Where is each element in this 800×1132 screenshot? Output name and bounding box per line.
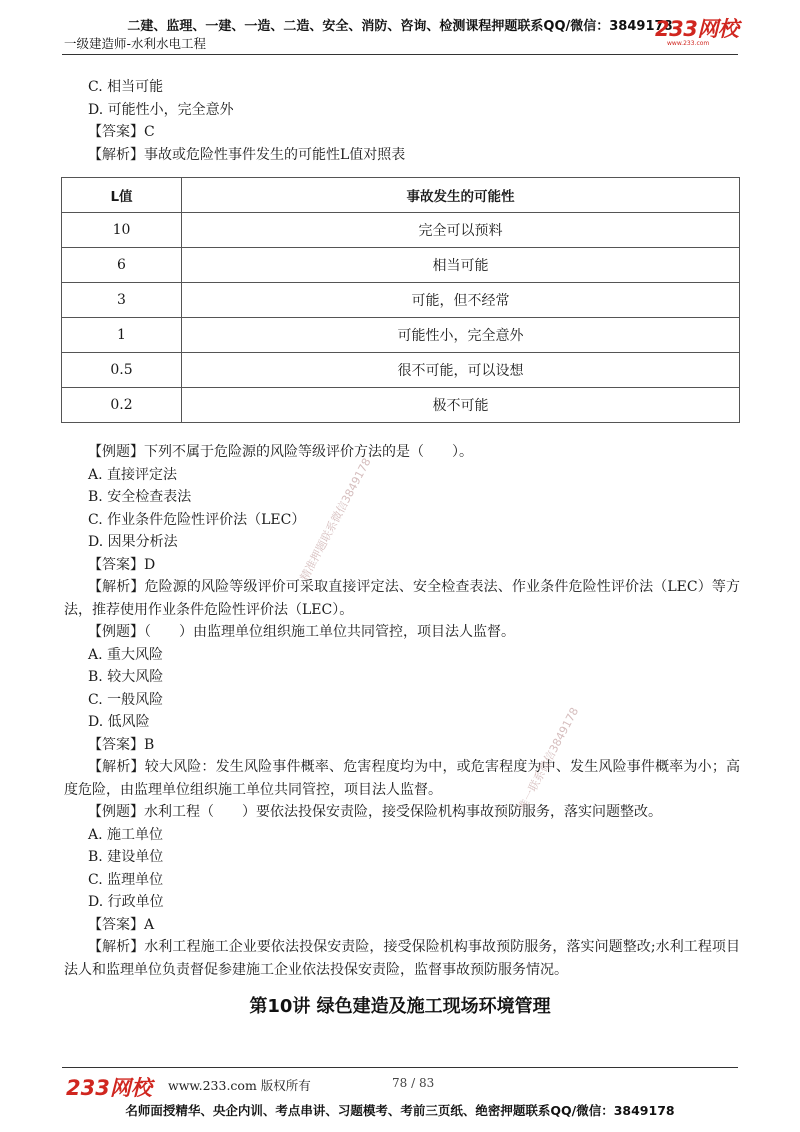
table-cell: 完全可以预料 <box>182 213 740 248</box>
q1-option: B. 安全检查表法 <box>88 489 192 505</box>
watermark: 唯一联系微信3849178 <box>515 705 582 814</box>
page-number: 78 / 83 <box>392 1076 435 1090</box>
table-cell: 10 <box>62 213 182 248</box>
footer-site: www.233.com 版权所有 <box>168 1078 311 1093</box>
table-row <box>62 318 740 353</box>
option-d: D. 可能性小，完全意外 <box>88 101 234 118</box>
table-cell: 3 <box>62 283 182 318</box>
table-cell: 6 <box>62 248 182 283</box>
header-logo <box>655 18 755 48</box>
q2-option: A. 重大风险 <box>88 646 164 663</box>
q1-stem: 【例题】下列不属于危险源的风险等级评价方法的是（ ）。 <box>88 444 473 460</box>
top-block <box>64 76 740 166</box>
q3-stem: 【例题】水利工程（ ）要依法投保安责险，接受保险机构事故预防服务，落实问题整改。 <box>88 804 662 820</box>
table-cell: 可能，但不经常 <box>182 283 740 318</box>
table-row <box>62 213 740 248</box>
q1-option: D. 因果分析法 <box>88 534 178 550</box>
footer-contact-line: 名师面授精华、央企内训、考点串讲、习题模考、考前三页纸、绝密押题联系QQ/微信：3849178 <box>125 1103 675 1118</box>
option-c: C. 相当可能 <box>88 79 164 95</box>
q1-answer: 【答案】D <box>88 556 156 573</box>
q3-option: B. 建设单位 <box>88 849 164 865</box>
table-cell: 可能性小，完全意外 <box>182 318 740 353</box>
q1-option: A. 直接评定法 <box>88 466 178 483</box>
table-cell: 0.2 <box>62 388 182 423</box>
section-title: 第10讲 绿色建造及施工现场环境管理 <box>249 996 551 1017</box>
table-row <box>62 248 740 283</box>
q2-option: B. 较大风险 <box>88 669 164 685</box>
table-cell: 0.5 <box>62 353 182 388</box>
q3-option: C. 监理单位 <box>88 871 164 888</box>
footer-logo: 233网校 <box>66 1076 152 1100</box>
table-header-cell: L值 <box>62 178 182 213</box>
table-row <box>62 283 740 318</box>
q3-option: D. 行政单位 <box>88 894 164 910</box>
watermark: 精准押题联系微信3849178 <box>297 455 374 584</box>
q2-option: D. 低风险 <box>88 714 150 730</box>
q3-answer: 【答案】A <box>88 916 155 933</box>
q3-analysis: 【解析】水利工程施工企业要依法投保安责险，接受保险机构事故预防服务，落实问题整改;水利工程项目法人和监理单位负责督促参建施工企业依法投保安责险，监督事故预防服务情况。 <box>64 939 740 978</box>
q2-stem: 【例题】（ ）由监理单位组织施工单位共同管控，项目法人监督。 <box>88 624 515 640</box>
header-contact-line: 二建、监理、一建、一造、二造、安全、消防、咨询、检测课程押题联系QQ/微信：3849178 <box>127 19 673 34</box>
q3-option: A. 施工单位 <box>88 826 164 843</box>
table-header-cell: 事故发生的可能性 <box>182 178 740 213</box>
q2-answer: 【答案】B <box>88 736 155 753</box>
table-row <box>62 353 740 388</box>
questions-block <box>64 441 740 981</box>
q2-analysis: 【解析】较大风险：发生风险事件概率、危害程度均为中，或危害程度为中、发生风险事件概率为小；高度危险，由监理单位组织施工单位共同管控，项目法人监督。 <box>64 759 740 798</box>
table-cell: 相当可能 <box>182 248 740 283</box>
q1-option: C. 作业条件危险性评价法（LEC） <box>88 511 306 528</box>
table-row <box>62 388 740 423</box>
logo-text: 233网校 <box>655 17 739 41</box>
table-cell: 很不可能，可以设想 <box>182 353 740 388</box>
q2-option: C. 一般风险 <box>88 691 164 708</box>
header-divider <box>62 54 738 55</box>
footer-divider <box>62 1067 738 1068</box>
table-cell: 1 <box>62 318 182 353</box>
logo-subtext: www.233.com <box>667 40 710 47</box>
likelihood-table <box>61 177 740 423</box>
table-cell: 极不可能 <box>182 388 740 423</box>
table-header-row <box>62 178 740 213</box>
header-doc-title: 一级建造师-水利水电工程 <box>64 36 207 51</box>
q1-analysis: 【解析】危险源的风险等级评价可采取直接评定法、安全检查表法、作业条件危险性评价法（LEC）等方法，推荐使用作业条件危险性评价法（LEC）。 <box>64 579 740 618</box>
answer: 【答案】C <box>88 124 155 140</box>
analysis: 【解析】事故或危险性事件发生的可能性L值对照表 <box>88 146 406 163</box>
